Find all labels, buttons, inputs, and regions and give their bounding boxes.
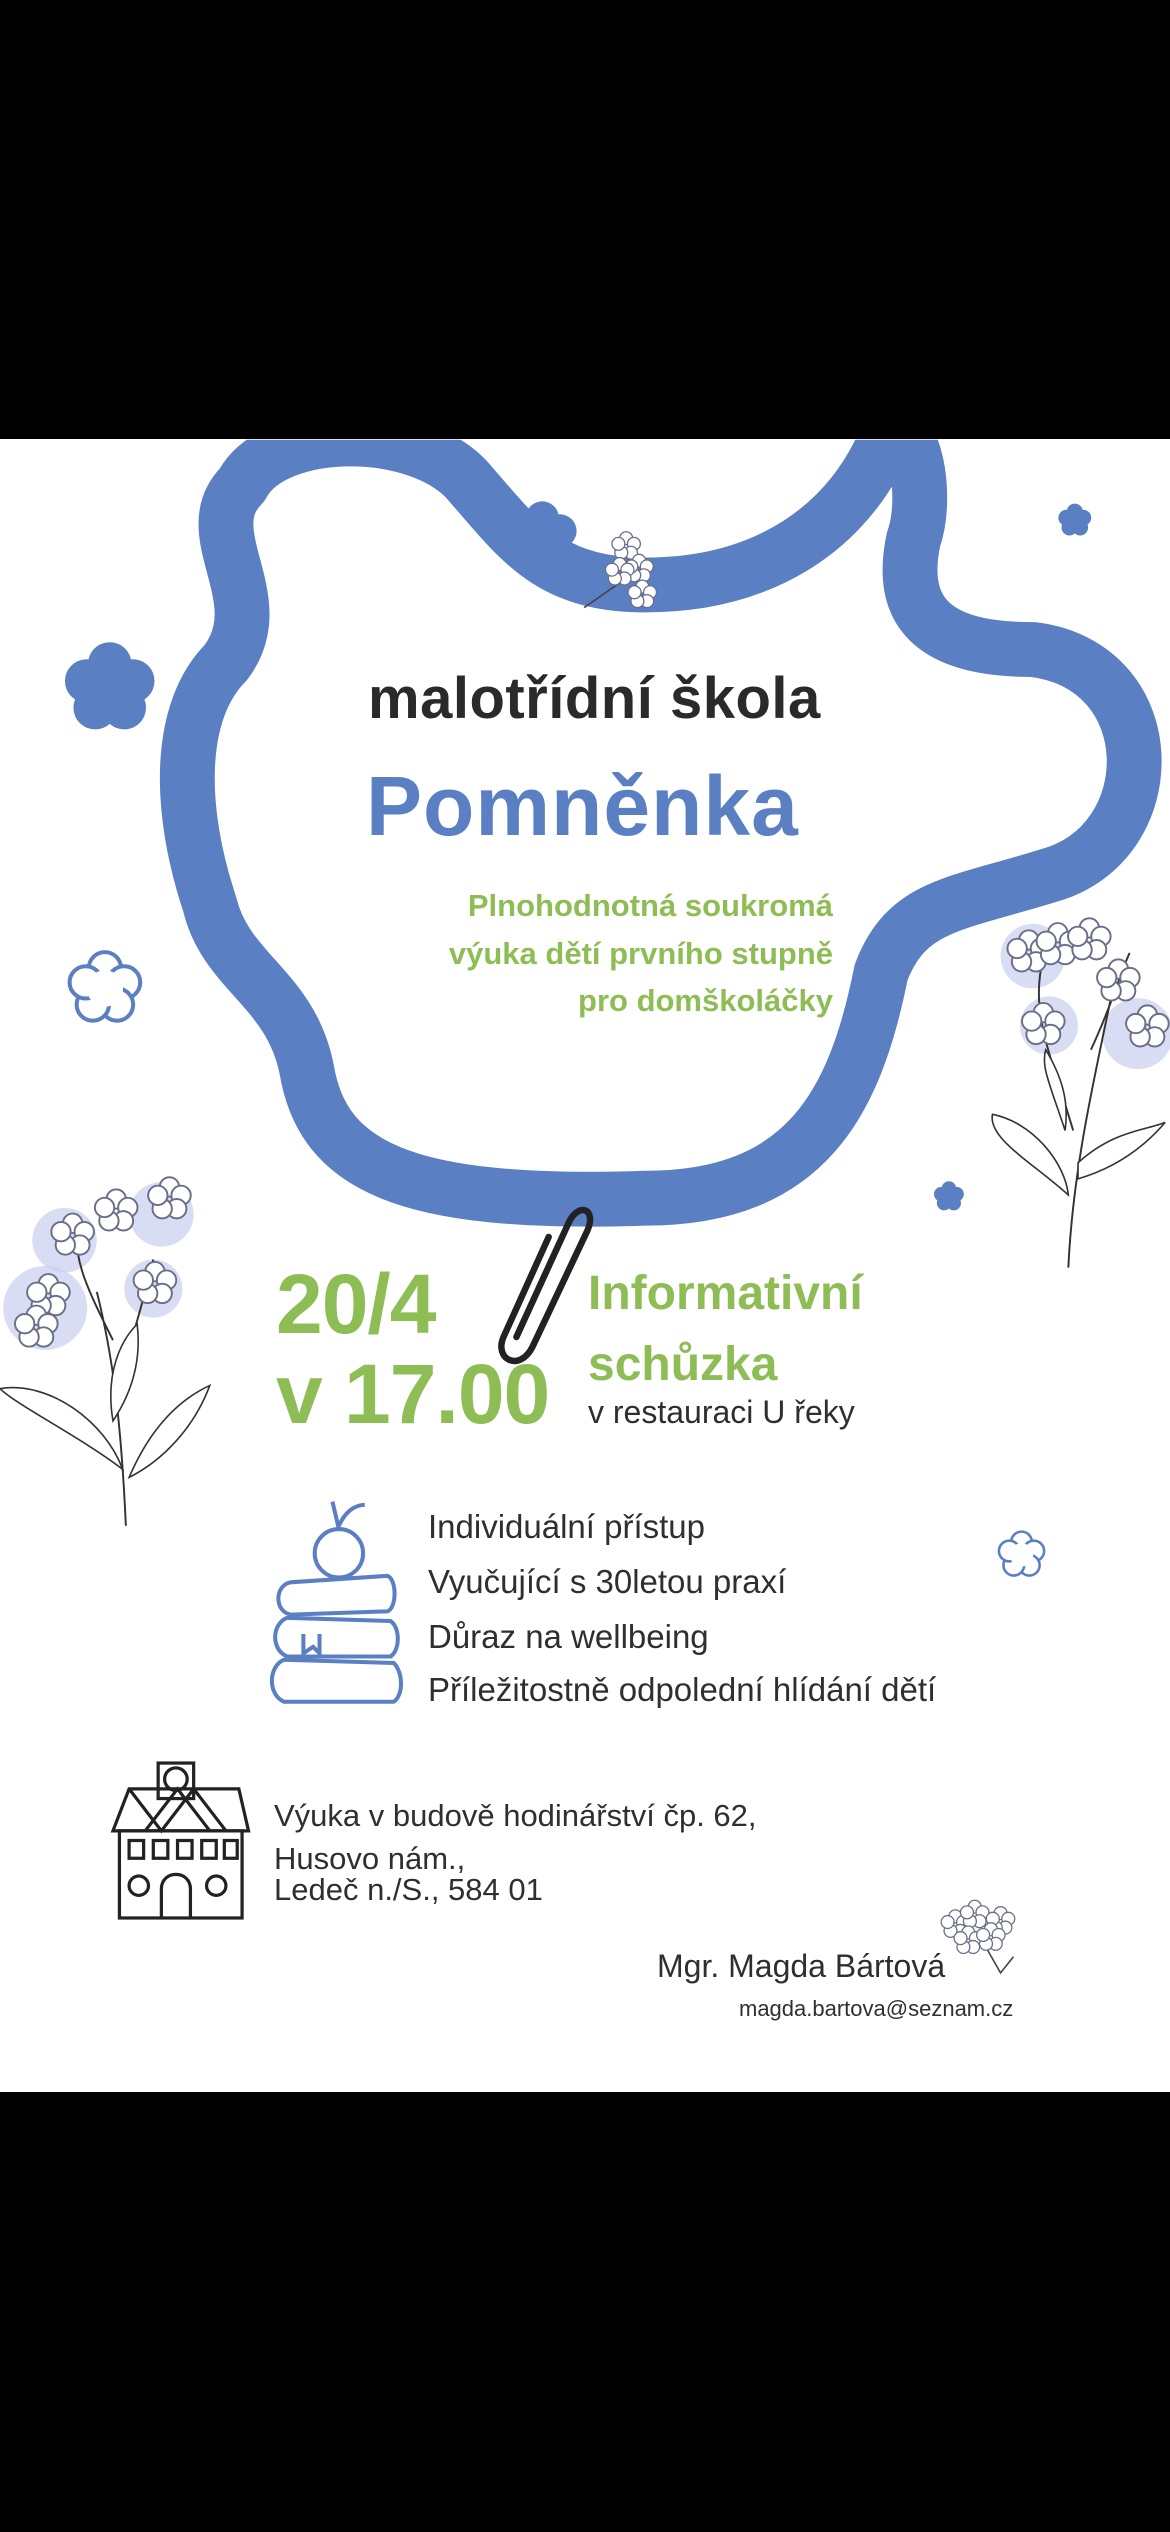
address-line: Výuka v budově hodinářství čp. 62, bbox=[274, 1798, 757, 1833]
event-title-line: schůzka bbox=[588, 1338, 778, 1391]
subtitle-line: výuka dětí prvního stupně bbox=[448, 936, 833, 971]
feature-item: Vyučující s 30letou praxí bbox=[428, 1563, 787, 1600]
contact-name: Mgr. Magda Bártová bbox=[657, 1948, 946, 1984]
flower-icon bbox=[65, 642, 155, 729]
feature-item: Individuální přístup bbox=[428, 1508, 706, 1545]
subtitle-line: pro domškoláčky bbox=[578, 983, 833, 1018]
address-line: Ledeč n./S., 584 01 bbox=[274, 1872, 543, 1907]
address-line: Husovo nám., bbox=[274, 1841, 466, 1876]
flower-outline-icon bbox=[70, 952, 141, 1021]
flower-icon bbox=[1058, 504, 1091, 536]
event-time: v 17.00 bbox=[276, 1347, 550, 1441]
contact-email[interactable]: magda.bartova@seznam.cz bbox=[739, 1996, 1014, 2021]
feature-item: Příležitostně odpolední hlídání dětí bbox=[428, 1671, 937, 1708]
paperclip-icon bbox=[501, 1210, 590, 1361]
forget-me-not-illustration-right bbox=[992, 918, 1170, 1267]
flower-outline-icon bbox=[999, 1532, 1044, 1576]
books-apple-icon bbox=[272, 1502, 401, 1702]
feature-item: Důraz na wellbeing bbox=[428, 1618, 709, 1655]
event-title-line: Informativní bbox=[588, 1267, 863, 1320]
event-place: v restauraci U řeky bbox=[588, 1394, 855, 1430]
sketch-flower-icon bbox=[941, 1900, 1015, 1973]
school-name: Pomněnka bbox=[366, 759, 799, 853]
forget-me-not-illustration-left bbox=[0, 1177, 210, 1526]
event-date: 20/4 bbox=[276, 1257, 436, 1351]
subtitle-line: Plnohodnotná soukromá bbox=[467, 888, 833, 923]
school-building-icon bbox=[113, 1763, 249, 1918]
school-type-title: malotřídní škola bbox=[368, 666, 821, 731]
flower-icon bbox=[934, 1181, 964, 1210]
